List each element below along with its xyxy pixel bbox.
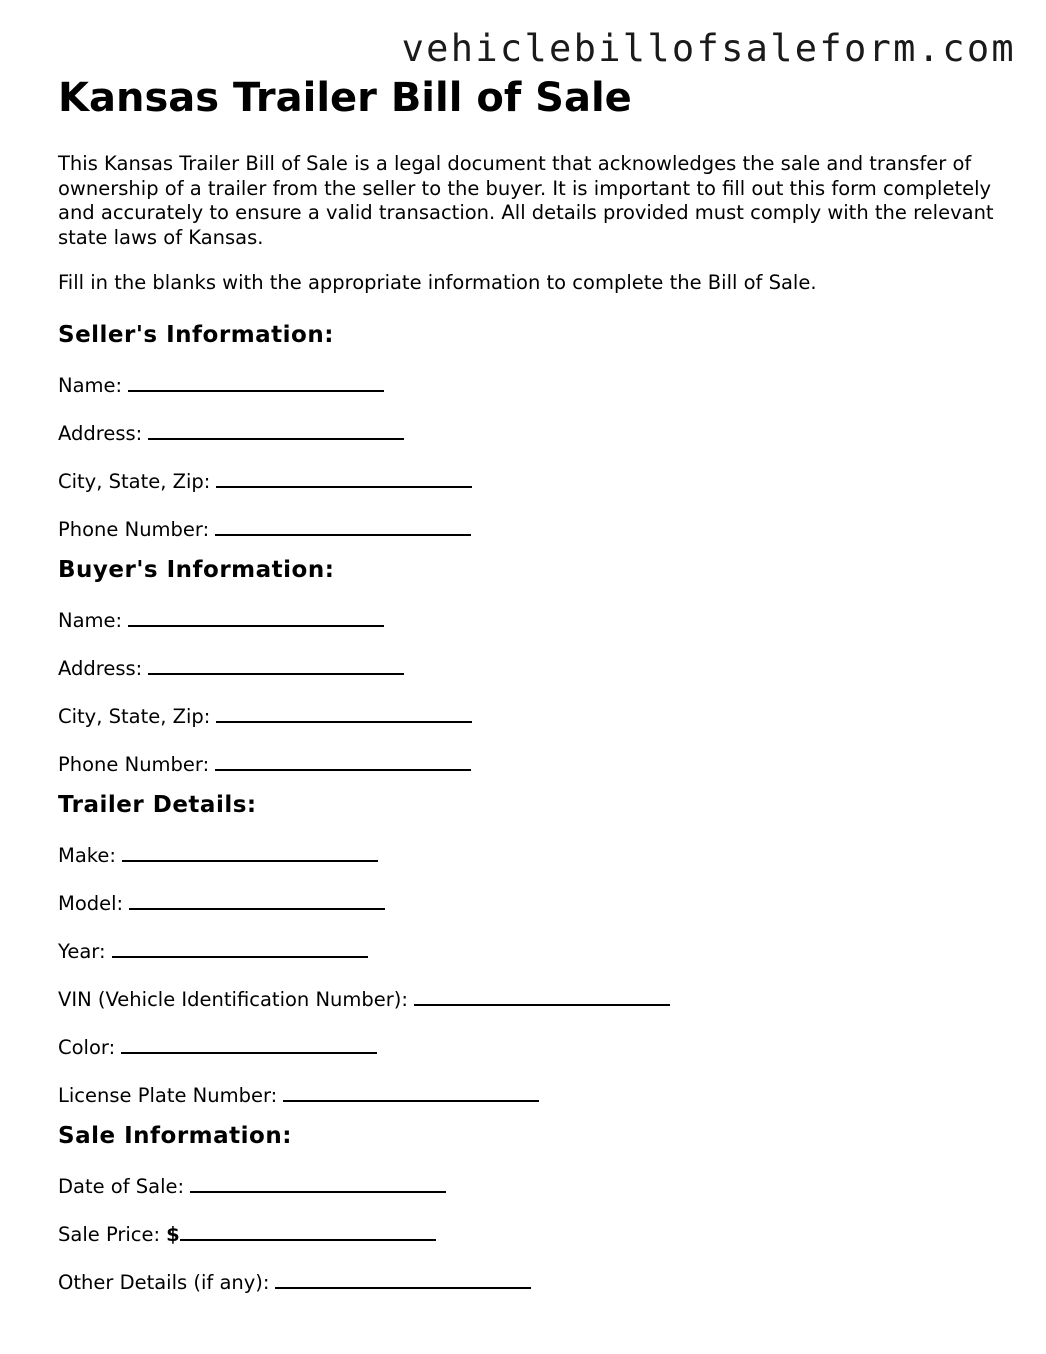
seller-address-blank[interactable] [148,419,404,440]
field-label: Date of Sale: [58,1174,185,1198]
field-label: Name: [58,608,123,632]
seller-heading: Seller's Information: [58,321,334,348]
trailer-color-field [58,1033,998,1060]
dollar-sign: $ [166,1222,180,1246]
field-label: Phone Number: [58,752,210,776]
trailer-license-plate-blank[interactable] [283,1081,539,1102]
trailer-section [58,791,998,1108]
trailer-year-blank[interactable] [112,937,368,958]
trailer-make-field [58,841,998,868]
field-label: Name: [58,373,123,397]
trailer-heading: Trailer Details: [58,791,257,818]
buyer-city-state-zip-field [58,702,998,729]
buyer-phone-field [58,750,998,777]
trailer-model-field [58,889,998,916]
buyer-name-blank[interactable] [128,606,384,627]
sale-price-blank[interactable] [180,1220,436,1241]
sale-section [58,1122,998,1295]
field-label: Year: [58,939,106,963]
trailer-make-blank[interactable] [122,841,378,862]
field-label: City, State, Zip: [58,469,211,493]
trailer-vin-field [58,985,998,1012]
trailer-color-blank[interactable] [121,1033,377,1054]
seller-city-state-zip-blank[interactable] [216,467,472,488]
seller-section [58,321,998,542]
sale-date-blank[interactable] [190,1172,446,1193]
buyer-section [58,556,998,777]
field-label: Other Details (if any): [58,1270,270,1294]
trailer-license-plate-field [58,1081,998,1108]
seller-city-state-zip-field [58,467,998,494]
bill-of-sale-document [58,74,998,1295]
buyer-name-field [58,606,998,633]
field-label: VIN (Vehicle Identification Number): [58,987,408,1011]
sale-other-details-field [58,1268,998,1295]
trailer-vin-blank[interactable] [414,985,670,1006]
trailer-year-field [58,937,998,964]
field-label: Model: [58,891,124,915]
seller-phone-blank[interactable] [215,515,471,536]
field-label: Sale Price: [58,1222,161,1246]
buyer-heading: Buyer's Information: [58,556,335,583]
buyer-phone-blank[interactable] [215,750,471,771]
buyer-address-field [58,654,998,681]
page-title: Kansas Trailer Bill of Sale [58,75,632,121]
field-label: Make: [58,843,116,867]
site-watermark: vehiclebillofsaleform.com [401,27,1016,70]
buyer-city-state-zip-blank[interactable] [216,702,472,723]
field-label: Address: [58,421,143,445]
intro-paragraph: This Kansas Trailer Bill of Sale is a legal document that acknowledges the sale and transfer of ownership of a trailer from the seller to the buyer. It is important to fill out this form completely and accurately to ensure a valid transaction. All details provided must comply with the relevant state laws of Kansas. [58,152,994,249]
seller-address-field [58,419,998,446]
trailer-model-blank[interactable] [129,889,385,910]
seller-name-field [58,371,998,398]
instruction-paragraph: Fill in the blanks with the appropriate information to complete the Bill of Sale. [58,271,817,294]
sale-date-field [58,1172,998,1199]
sale-heading: Sale Information: [58,1122,292,1149]
sale-other-details-blank[interactable] [275,1268,531,1289]
buyer-address-blank[interactable] [148,654,404,675]
seller-phone-field [58,515,998,542]
field-label: Address: [58,656,143,680]
field-label: City, State, Zip: [58,704,211,728]
field-label: Color: [58,1035,116,1059]
field-label: Phone Number: [58,517,210,541]
sale-price-field [58,1220,998,1247]
seller-name-blank[interactable] [128,371,384,392]
field-label: License Plate Number: [58,1083,278,1107]
